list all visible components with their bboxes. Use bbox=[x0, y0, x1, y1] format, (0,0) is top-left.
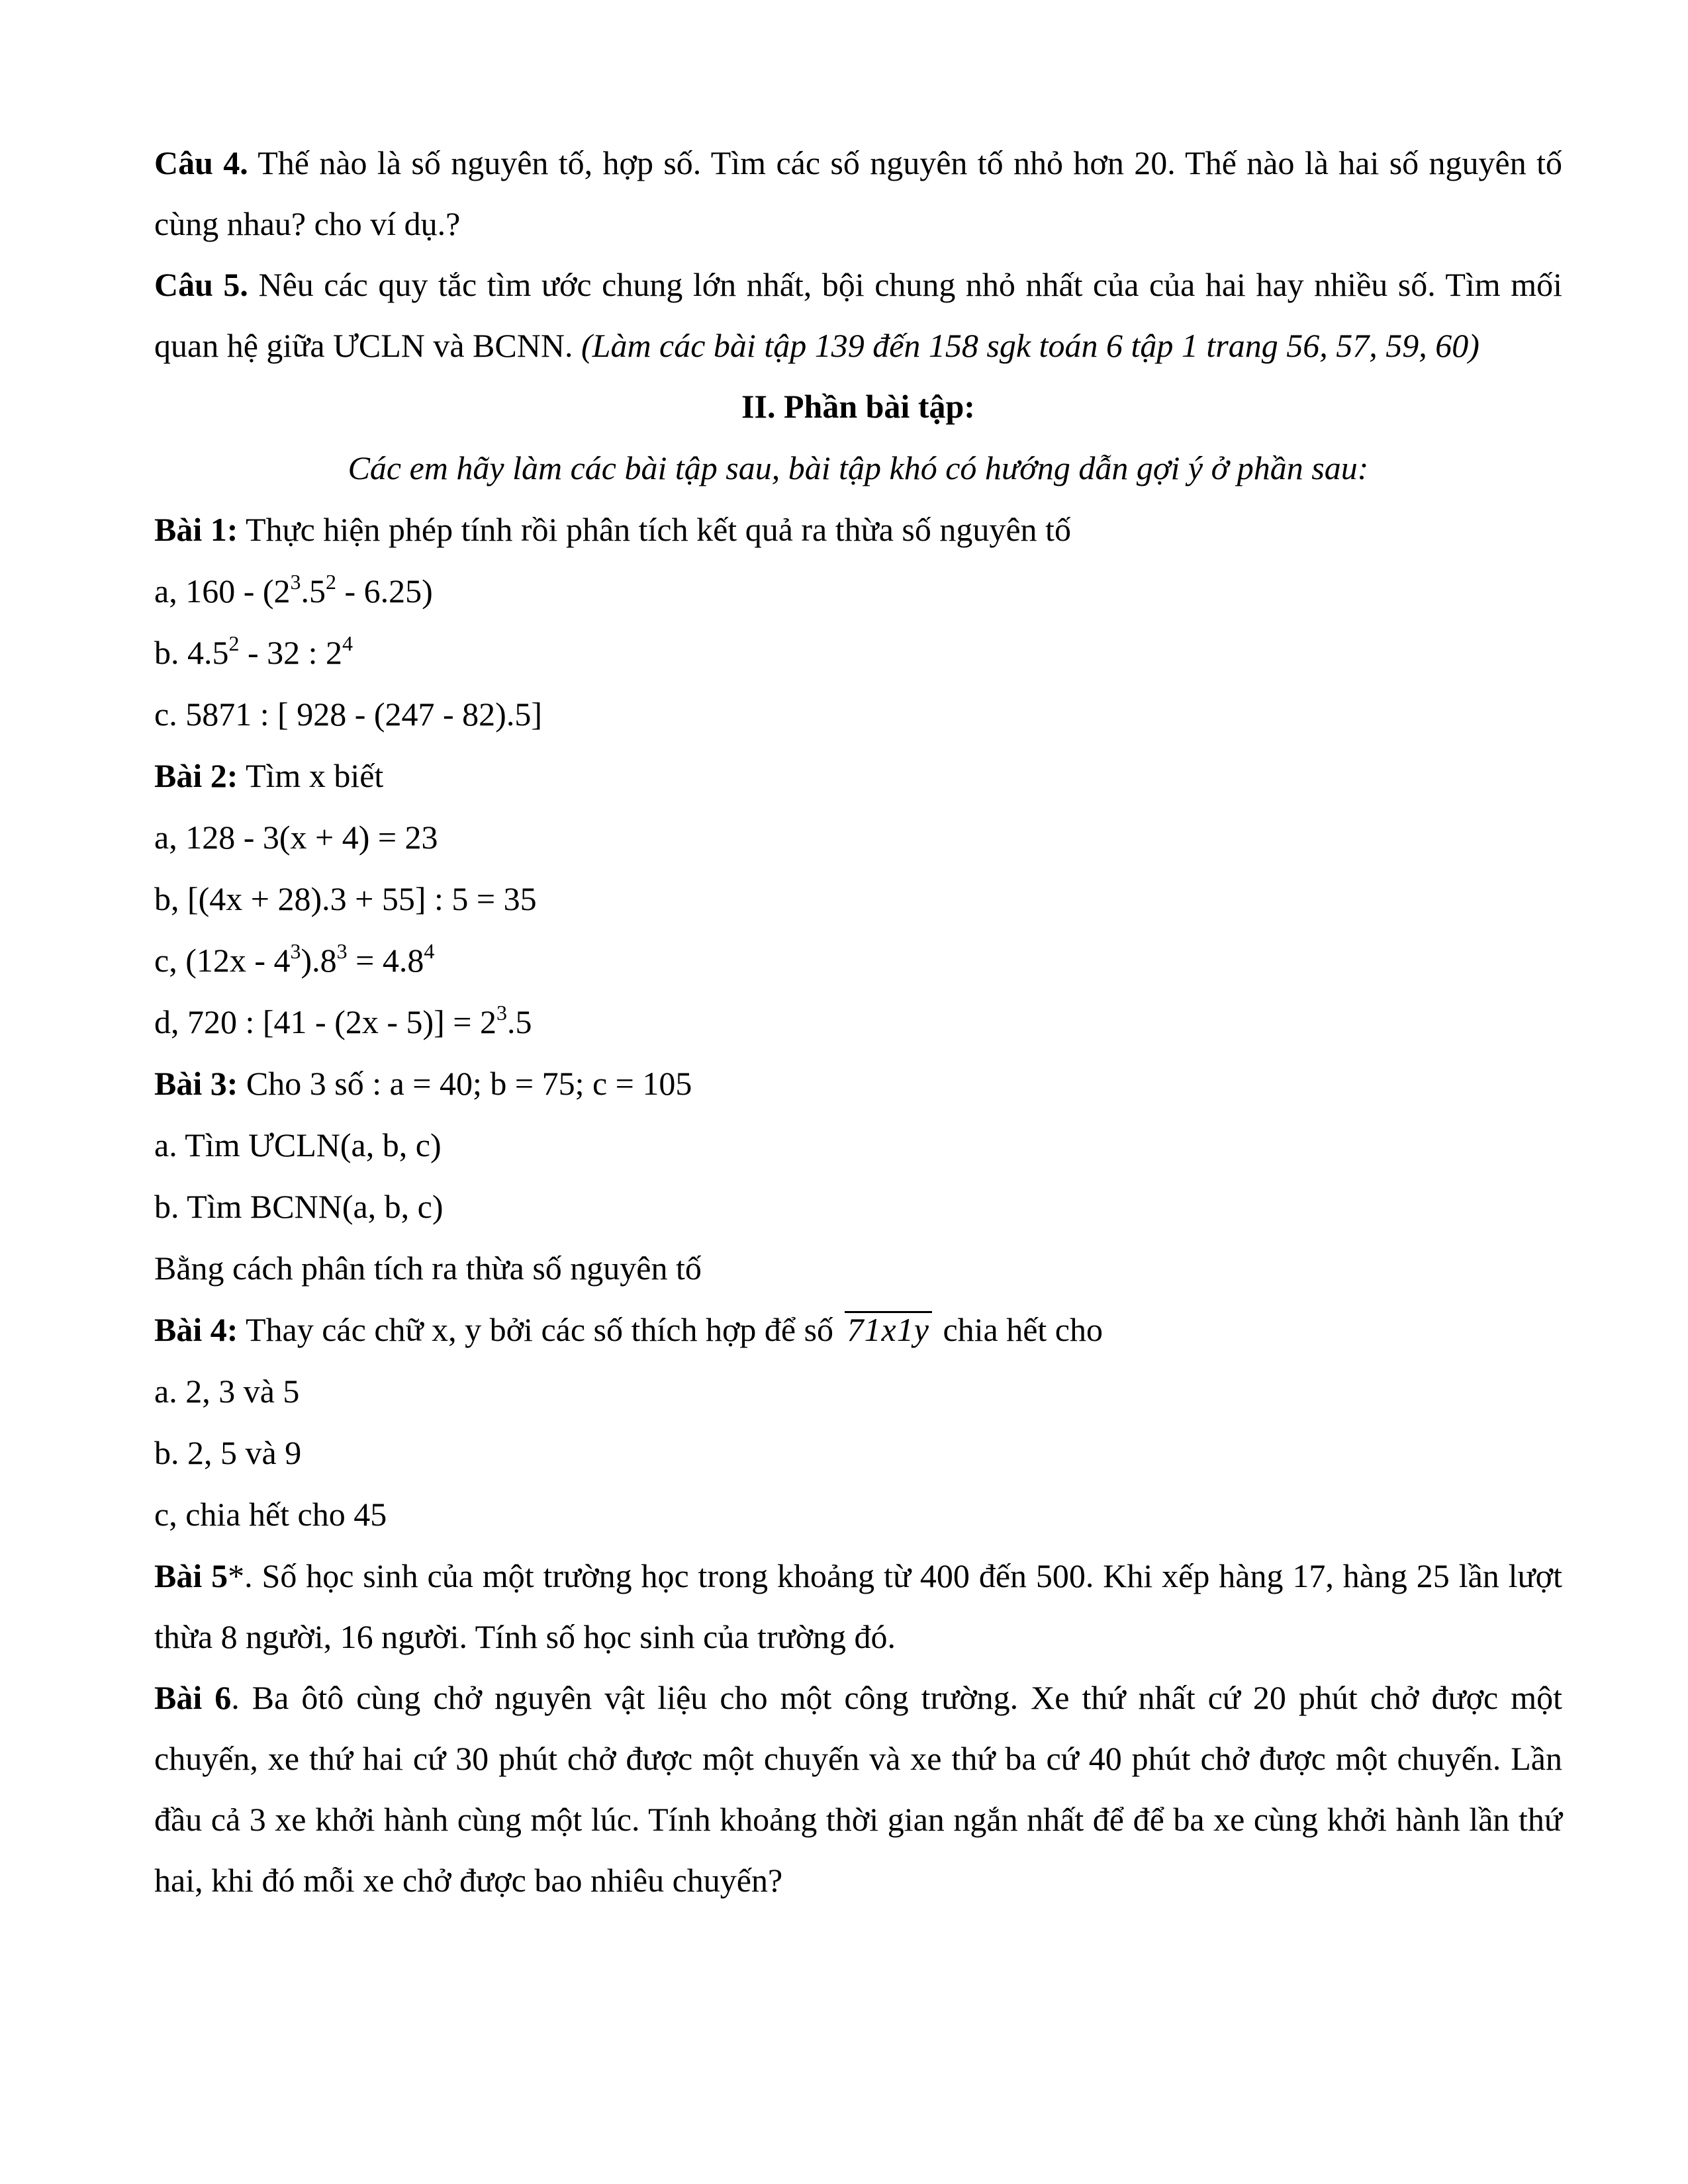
exercise-2-a: a, 128 - 3(x + 4) = 23 bbox=[154, 819, 438, 856]
exercise-1-a-part: .5 bbox=[301, 572, 326, 610]
exponent: 2 bbox=[228, 631, 240, 655]
exercise-3-b: b. Tìm BCNN(a, b, c) bbox=[154, 1188, 444, 1225]
exercise-4 bbox=[154, 1299, 1562, 1361]
exercise-1-b-part: - 32 : 2 bbox=[239, 634, 343, 671]
exercise-2-text: Tìm x biết bbox=[238, 757, 384, 794]
exercise-6-label: Bài 6 bbox=[154, 1679, 232, 1716]
exercise-5-text: Số học sinh của một trường học trong khoảng từ 400 đến 500. Khi xếp hàng 17, hàng 25 lần lượt thừa 8 người, 16 người. Tính số học sinh của trường đó. bbox=[154, 1557, 1562, 1655]
exercise-2-d-part: .5 bbox=[507, 1003, 532, 1040]
exercise-3-label: Bài 3: bbox=[154, 1065, 238, 1102]
exercise-1-a-part: - 6.25) bbox=[336, 572, 433, 610]
question-5-text: Nêu các quy tắc tìm ước chung lớn nhất, bội chung nhỏ nhất của của hai hay nhiều số. Tìm mối quan hệ giữa ƯCLN và BCNN. bbox=[154, 266, 1562, 364]
question-5 bbox=[154, 254, 1562, 376]
exercise-4-label: Bài 4: bbox=[154, 1311, 238, 1348]
exponent: 3 bbox=[496, 1001, 507, 1024]
question-5-note: (Làm các bài tập 139 đến 158 sgk toán 6 tập 1 trang 56, 57, 59, 60) bbox=[581, 327, 1479, 364]
exercise-3-text: Cho 3 số : a = 40; b = 75; c = 105 bbox=[238, 1065, 692, 1102]
exercise-2-c-part: = 4.8 bbox=[347, 942, 424, 979]
exercise-6-text: . Ba ôtô cùng chở nguyên vật liệu cho một công trường. Xe thứ nhất cứ 20 phút chở được một chuyến, xe thứ hai cứ 30 phút chở được một chuyến và xe thứ ba cứ 40 phút chở được một chuyến. Lần đầu cả 3 xe khởi hành cùng một lúc. Tính khoảng thời gian ngắn nhất để để ba xe cùng khởi hành lần thứ hai, khi đó mỗi xe chở được bao nhiêu chuyến? bbox=[154, 1679, 1563, 1899]
exercise-6 bbox=[154, 1667, 1562, 1911]
question-5-label: Câu 5. bbox=[154, 266, 248, 303]
exercise-1-label: Bài 1: bbox=[154, 511, 238, 548]
question-4-label: Câu 4. bbox=[154, 144, 248, 181]
question-4-text: Thế nào là số nguyên tố, hợp số. Tìm các số nguyên tố nhỏ hơn 20. Thế nào là hai số nguyên tố cùng nhau? cho ví dụ.? bbox=[154, 144, 1563, 242]
exponent: 3 bbox=[290, 570, 301, 594]
exercise-2 bbox=[154, 745, 1562, 807]
exercise-1-text: Thực hiện phép tính rồi phân tích kết quả ra thừa số nguyên tố bbox=[238, 511, 1071, 548]
exercise-1-c: c. 5871 : [ 928 - (247 - 82).5] bbox=[154, 696, 542, 733]
exponent: 4 bbox=[342, 631, 353, 655]
exponent: 3 bbox=[336, 939, 348, 963]
exercise-3-a: a. Tìm ƯCLN(a, b, c) bbox=[154, 1126, 442, 1163]
exercise-3 bbox=[154, 1053, 1562, 1115]
section-subtitle: Các em hãy làm các bài tập sau, bài tập khó có hướng dẫn gợi ý ở phần sau: bbox=[348, 449, 1369, 486]
question-4 bbox=[154, 132, 1562, 254]
exercise-3-note: Bằng cách phân tích ra thừa số nguyên tố bbox=[154, 1250, 702, 1287]
overlined-number: 71x1y bbox=[845, 1311, 932, 1346]
exponent: 2 bbox=[326, 570, 336, 594]
exercise-5-star: *. bbox=[228, 1557, 253, 1594]
exercise-2-c-part: c, (12x - 4 bbox=[154, 942, 291, 979]
exercise-4-text: Thay các chữ x, y bởi các số thích hợp để số bbox=[238, 1311, 842, 1348]
exercise-2-c-part: ).8 bbox=[301, 942, 337, 979]
exercise-2-c bbox=[154, 930, 1562, 991]
exercise-1-b bbox=[154, 622, 1562, 684]
exercise-2-b: b, [(4x + 28).3 + 55] : 5 = 35 bbox=[154, 880, 537, 917]
exercise-2-label: Bài 2: bbox=[154, 757, 238, 794]
exercise-4-c: c, chia hết cho 45 bbox=[154, 1496, 387, 1533]
exercise-5 bbox=[154, 1545, 1562, 1667]
section-title: II. Phần bài tập: bbox=[741, 388, 975, 425]
exercise-1-a bbox=[154, 561, 1562, 622]
exercise-5-label: Bài 5 bbox=[154, 1557, 228, 1594]
exercise-1 bbox=[154, 499, 1562, 561]
exponent: 3 bbox=[290, 939, 301, 963]
exercise-2-d-part: d, 720 : [41 - (2x - 5)] = 2 bbox=[154, 1003, 496, 1040]
exercise-1-b-part: b. 4.5 bbox=[154, 634, 229, 671]
exponent: 4 bbox=[424, 939, 435, 963]
exercise-2-d bbox=[154, 991, 1562, 1053]
exercise-4-b: b. 2, 5 và 9 bbox=[154, 1434, 302, 1471]
page-content bbox=[154, 132, 1562, 1911]
exercise-4-suffix: chia hết cho bbox=[934, 1311, 1103, 1348]
exercise-4-a: a. 2, 3 và 5 bbox=[154, 1373, 300, 1410]
exercise-1-a-part: a, 160 - (2 bbox=[154, 572, 291, 610]
